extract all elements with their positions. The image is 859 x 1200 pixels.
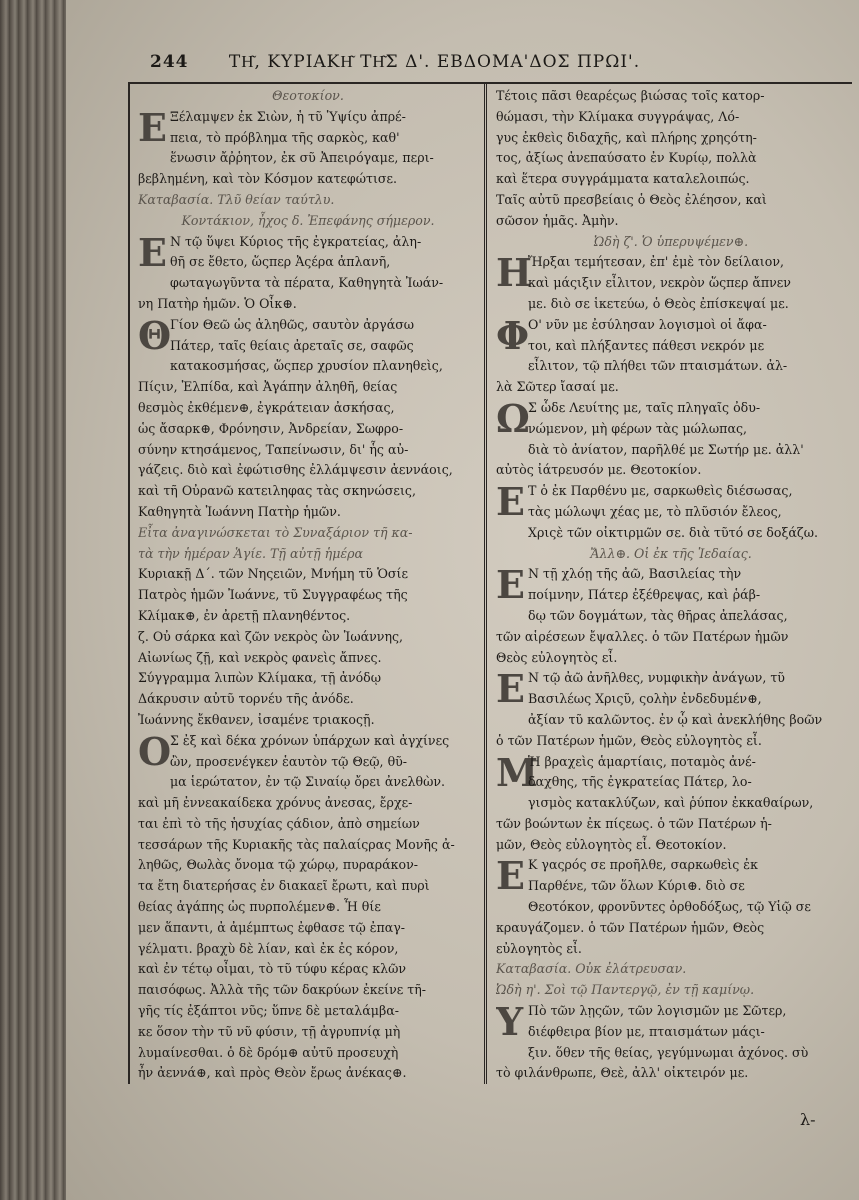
text-line: κε ὅσον τὴν τῦ νῦ φύσιν, τῇ ἀγρυπνίᾳ μὴ — [138, 1023, 401, 1039]
rubric-line: Θεοτοκίον. — [272, 88, 344, 103]
text-line: ἦν ἀεννά⊕, καὶ πρὸς Θεὸν ἔρως ἀνέκας⊕. — [138, 1065, 407, 1081]
text-line: γυς ἐκθεὶς διδαχῆς, καὶ πλήρης χρηςότη- — [496, 129, 757, 145]
initial-paragraph — [496, 855, 846, 959]
text-line: Ταῖς αὐτῦ πρεσβείαις ὁ Θεὸς ἐλέησον, καὶ — [496, 191, 767, 207]
text-line: εἶλιτον, τῷ πλήθει τῶν πταισμάτων. ἀλ- — [528, 358, 788, 374]
drop-capital: Ω — [496, 397, 530, 441]
text-line: ποίμνην, Πάτερ ἐξέθρεψας, καὶ ῥάβ- — [528, 587, 761, 603]
text-line: τος, ἀξίως ἀνεπαύσατο ἐν Κυρίῳ, πολλὰ — [496, 150, 757, 166]
text-line: διέφθειρα βίον με, πταισμάτων μάςι- — [528, 1023, 765, 1039]
text-line: μα ἱερώτατον, ἐν τῷ Σιναίῳ ὄρει ἀνελθὼν. — [170, 774, 446, 790]
text-line: Χριςὲ τῶν οἰκτιρμῶν σε. διὰ τῦτό σε δοξάζω. — [528, 524, 818, 540]
catchword: λ- — [800, 1110, 816, 1129]
text-line: μῶν, Θεὸς εὐλογητὸς εἶ. Θεοτοκίον. — [496, 836, 727, 852]
text-line: Κ γαςρός σε προῆλθε, σαρκωθεὶς ἐκ — [528, 857, 758, 873]
text-line: Θεοτόκον, φρονῦντες ὀρθοδόξως, τῷ Υἱῷ σε — [528, 899, 811, 915]
drop-capital: Η — [496, 252, 532, 296]
text-line: γάζεις. διὸ καὶ ἐφώτισθης ἐλλάμψεσιν ἀεννάοις, — [138, 462, 453, 478]
drop-capital: Ο — [138, 730, 172, 774]
text-line: ἕνωσιν ἄῤῥητον, ἐκ σῦ Ἀπειρόγαμε, περι- — [170, 150, 434, 166]
rubric-line: Ὠδὴ η'. Σοὶ τῷ Παντεργῷ, ἐν τῇ καμίνῳ. — [496, 982, 755, 998]
initial-paragraph — [138, 731, 478, 1085]
initial-paragraph — [496, 1001, 846, 1084]
text-line: Κυριακῇ Δ΄. τῶν Νηςειῶν, Μνήμη τῦ Ὁσίε — [138, 566, 408, 582]
text-line: Ξέλαμψεν ἐκ Σιὼν, ἡ τῦ Ὑψίςυ ἀπρέ- — [170, 108, 406, 124]
text-line: τοι, καὶ πλήξαντες πάθεσι νεκρόν με — [528, 337, 765, 353]
text-line: Σύγγραμμα λιπὼν Κλίμακα, τῇ ἀνόδῳ — [138, 670, 382, 686]
text-line: Πατρὸς ἡμῶν Ἰωάννε, τῦ Συγγραφέως τῆς — [138, 587, 408, 603]
text-line: ἀξίαν τῦ καλῶντος. ἐν ᾧ καὶ ἀνεκλήθης βοῶν — [528, 711, 823, 727]
initial-paragraph — [138, 232, 478, 315]
text-line: Ο' νῦν με ἐσύλησαν λογισμοὶ οἱ ἄφα- — [528, 316, 767, 332]
text-line: Ἰωάννης ἔκθανεν, ἰσαμένε τριακοςῇ. — [138, 711, 375, 727]
initial-paragraph — [496, 315, 846, 398]
text-line: νώμενον, μὴ φέρων τὰς μώλωπας, — [528, 420, 748, 436]
rubric-line: Ἄλλ⊕. Οἱ ἐκ τῆς Ἰεδαίας. — [590, 545, 752, 561]
text-line: ζ. Οὐ σάρκα καὶ ζῶν νεκρὸς ὢν Ἰωάννης, — [138, 628, 404, 644]
text-line: λὰ Σῶτερ ἴασαί με. — [496, 379, 619, 395]
text-line: εὐλογητὸς εἶ. — [496, 940, 582, 956]
rubric-line: Εἶτα ἀναγινώσκεται τὸ Συναξάριον τῆ κα- — [138, 524, 413, 540]
text-line: Ἡ βραχεὶς ἁμαρτίαις, ποταμὸς ἀνέ- — [528, 753, 756, 769]
text-line: Ἤρξαι τεμήτεσαν, ἐπ' ἐμὲ τὸν δείλαιον, — [528, 254, 784, 270]
drop-capital: Ε — [138, 231, 167, 275]
text-line: Σ ἐξ καὶ δέκα χρόνων ὑπάρχων καὶ ἀγχίνες — [170, 732, 450, 748]
running-head-title: ΤΗ͂, ΚΥΡΙΑΚΗ͂ ΤΗ͂Σ Δ'. ΕΒΔΟΜΑ'ΔΟΣ ΠΡΩΙ'. — [228, 52, 641, 72]
text-line: ὢν, προσενέγκεν ἑαυτὸν τῷ Θεῷ, θῦ- — [170, 753, 408, 769]
text-line: Αἰωνίως ζῇ, καὶ νεκρὸς φανεὶς ἄπνες. — [138, 649, 382, 665]
text-line: σύνην κτησάμενος, Ταπείνωσιν, δι' ἧς αὐ- — [138, 441, 409, 457]
drop-capital: Ε — [496, 564, 525, 608]
page-number: 244 — [150, 52, 189, 72]
text-line: ται ἐπὶ τὸ τῆς ἡσυχίας ςάδιον, ἀπὸ σημείων — [138, 815, 420, 831]
text-line: γέλματι. βραχὺ δὲ λίαν, καὶ ἐκ ἐς κόρον, — [138, 940, 399, 956]
rubric-line: τὰ τὴν ἡμέραν Ἁγίε. Τῇ αὐτῇ ἡμέρα — [138, 545, 364, 561]
text-line: γισμὸς κατακλύζων, καὶ ῥύπον ἐκκαθαίρων, — [528, 795, 814, 811]
text-line: Ν τῷ ὕψει Κύριος τῆς ἐγκρατείας, ἀλη- — [170, 233, 422, 249]
text-line: Τέτοις πᾶσι θεαρέςως βιώσας τοῖς κατορ- — [496, 88, 765, 103]
text-line: τὰς μώλωψι χέας με, τὸ πλῦσιόν ἔλεος, — [528, 503, 782, 519]
text-line: με. διὸ σε ἱκετεύω, ὁ Θεὸς ἐπίσκεψαί με. — [528, 295, 789, 311]
text-line: τῶν αἱρέσεων ἔψαλλες. ὁ τῶν Πατέρων ἡμῶν — [496, 628, 789, 644]
initial-paragraph — [496, 398, 846, 481]
initial-paragraph — [138, 315, 478, 523]
text-line: διὰ τὸ ἀνίατον, παρῆλθέ με Σωτήρ με. ἀλλ' — [528, 441, 804, 457]
text-line: θείας ἀγάπης ὡς πυρπολέμεν⊕. Ἦ θίε — [138, 899, 381, 915]
initial-paragraph — [496, 564, 846, 668]
drop-capital: Θ — [138, 314, 172, 358]
drop-capital: Υ — [496, 1001, 524, 1045]
text-line: παισόφως. Ἀλλὰ τῆς τῶν δακρύων ἐκείνε τῆ- — [138, 982, 427, 998]
initial-paragraph — [496, 481, 846, 543]
text-line: Παρθένε, τῶν ὅλων Κύρι⊕. διὸ σε — [528, 878, 745, 894]
text-line: καὶ ἐν τέτῳ οἶμαι, τὸ τῦ τύφυ κέρας κλῶν — [138, 961, 407, 977]
running-head — [150, 52, 850, 82]
text-line: καὶ μάςιξιν εἶλιτον, νεκρὸν ὥςπερ ἄπνεν — [528, 275, 791, 291]
drop-capital: Ε — [138, 106, 167, 150]
text-line: ξιν. ὅθεν τῆς θείας, γεγύμνωμαι ἀχόνος. σὺ — [528, 1044, 809, 1060]
initial-paragraph — [496, 668, 846, 751]
text-line: θεσμὸς ἐκθέμεν⊕, ἐγκράτειαν ἀσκήσας, — [138, 399, 395, 415]
book-spine — [0, 0, 70, 1200]
initial-paragraph — [496, 252, 846, 314]
drop-capital: Ε — [496, 668, 525, 712]
text-line: νη Πατὴρ ἡμῶν. Ὁ Οἶκ⊕. — [138, 295, 297, 311]
text-line: Θεὸς εὐλογητὸς εἶ. — [496, 649, 618, 665]
text-line: καὶ ἕτερα συγγράμματα καταλελοιπώς. — [496, 171, 750, 187]
initial-paragraph — [138, 107, 478, 190]
text-line: Τ ὁ ἐκ Παρθένυ με, σαρκωθεὶς διέσωσας, — [528, 483, 793, 499]
rubric-line: Ὠδὴ ζ'. Ὁ ὑπερυψέμεν⊕. — [593, 233, 749, 249]
text-line: Σ ὧδε Λευίτης με, ταῖς πληγαῖς ὀδυ- — [528, 399, 761, 415]
drop-capital: Ε — [496, 855, 525, 899]
rubric-line: Κοντάκιον, ἦχος δ. Ἐπεφάνης σήμερον. — [181, 212, 435, 228]
text-line: δῳ τῶν δογμάτων, τὰς θῆρας ἀπελάσας, — [528, 607, 788, 623]
text-line: πεια, τὸ πρόβλημα τῆς σαρκὸς, καθ' — [170, 129, 400, 145]
text-line: τὸ φιλάνθρωπε, Θεὲ, ἀλλ' οἰκτειρόν με. — [496, 1065, 749, 1081]
text-line: τα ἔτη διατερήσας ἐν διακαεῖ ἔρωτι, καὶ πυρὶ — [138, 878, 430, 894]
drop-capital: Μ — [496, 751, 539, 795]
text-line: φωταγωγῦντα τὰ πέρατα, Καθηγητὰ Ἰωάν- — [170, 275, 444, 291]
text-line: καὶ μῆ ἐννεακαίδεκα χρόνυς ἀνεσας, ἔρχε- — [138, 795, 413, 811]
text-line: Πίςιν, Ἐλπίδα, καὶ Ἀγάπην ἀληθῆ, θείας — [138, 379, 398, 395]
text-line: αὐτὸς ἰάτρευσόν με. Θεοτοκίον. — [496, 462, 702, 478]
right-column — [496, 86, 846, 1084]
text-line: γῆς τίς ἐξάπτοι νῦς; ὕπνε δὲ μεταλάμβα- — [138, 1003, 400, 1019]
text-line: Καθηγητὰ Ἰωάννη Πατὴρ ἡμῶν. — [138, 503, 341, 519]
text-line: τεσσάρων τῆς Κυριακῆς τὰς παλαίςρας Μονῆς ἀ- — [138, 836, 455, 852]
text-line: Δάκρυσιν αὐτῦ τορνέυ τῆς ἀνόδε. — [138, 691, 354, 707]
text-line: θώμασι, τὴν Κλίμακα συγγράψας, Λό- — [496, 108, 740, 124]
column-divider — [484, 84, 487, 1084]
text-line: ὡς ἄσαρκ⊕, Φρόνησιν, Ἀνδρείαν, Σωφρο- — [138, 420, 404, 436]
text-line: Βασιλέως Χριςῦ, ςολὴν ἐνδεδυμέν⊕, — [528, 691, 762, 707]
text-line: Ν τῷ ἀῶ ἀνῆλθες, νυμφικὴν ἀνάγων, τῦ — [528, 670, 785, 686]
text-line: θῆ σε ἔθετο, ὥςπερ Ἀςέρα ἀπλανῆ, — [170, 254, 391, 270]
text-line: κατακοσμήσας, ὥςπερ χρυσίον πλανηθεὶς, — [170, 358, 443, 374]
initial-paragraph — [496, 752, 846, 856]
text-line: Ν τῇ χλόῃ τῆς ἀῶ, Βασιλείας τὴν — [528, 566, 742, 582]
text-line: καὶ τῆ Οὐρανῶ κατειληφας τὰς σκηνώσεις, — [138, 483, 416, 499]
rubric-line: Καταβασία. Τλῦ θείαν ταύτλυ. — [138, 191, 335, 207]
text-line: δαχθης, τῆς ἐγκρατείας Πάτερ, λο- — [528, 774, 752, 790]
text-line: βεβλημένη, καὶ τὸν Κόσμον κατεφώτισε. — [138, 171, 398, 187]
text-line: σῶσον ἡμᾶς. Ἀμὴν. — [496, 212, 619, 228]
text-line: τῶν βοώντων ἐκ πίςεως. ὁ τῶν Πατέρων ἡ- — [496, 815, 772, 831]
text-line: λυμαίνεσθαι. ὁ δὲ δρόμ⊕ αὐτῦ προσευχὴ — [138, 1044, 399, 1060]
text-line: Πάτερ, ταῖς θείαις ἀρεταῖς σε, σαφῶς — [170, 337, 414, 353]
text-line: ληθῶς, Θωλὰς ὄνομα τῷ χώρῳ, πυραράκον- — [138, 857, 419, 873]
left-column — [138, 86, 478, 1084]
text-line: ὁ τῶν Πατέρων ἡμῶν, Θεὸς εὐλογητὸς εἶ. — [496, 732, 762, 748]
text-line: μεν ἅπαντι, ἀ ἀμέμπτως ἐφθασε τῷ ἐπαγ- — [138, 919, 406, 935]
text-line: κραυγάζομεν. ὁ τῶν Πατέρων ἡμῶν, Θεὸς — [496, 919, 765, 935]
rubric-line: Καταβασία. Οὐκ ἐλάτρευσαν. — [496, 961, 687, 977]
text-line: Γίον Θεῶ ὡς ἀληθῶς, σαυτὸν ἀργάσω — [170, 316, 415, 332]
text-line: Πὸ τῶν λῃςῶν, τῶν λογισμῶν με Σῶτερ, — [528, 1003, 787, 1019]
drop-capital: Φ — [496, 314, 530, 358]
drop-capital: Ε — [496, 481, 525, 525]
text-line: Κλίμακ⊕, ἐν ἀρετῇ πλανηθέντος. — [138, 607, 351, 623]
